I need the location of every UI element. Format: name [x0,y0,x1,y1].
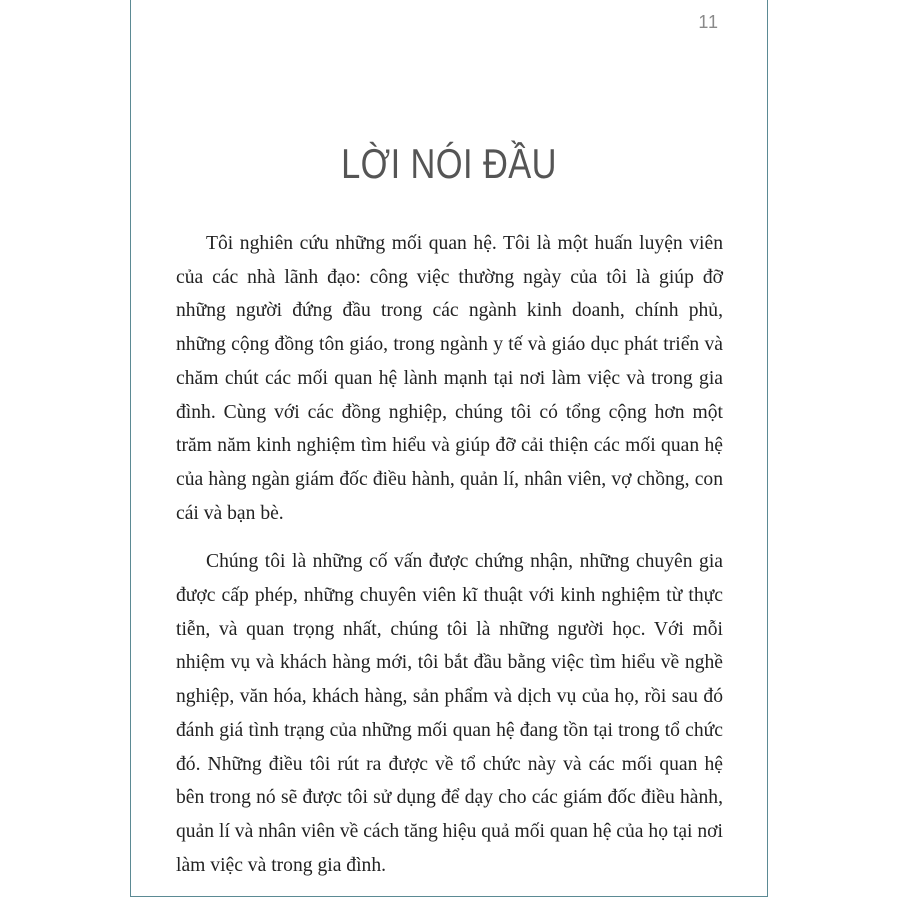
paragraph-1: Tôi nghiên cứu những mối quan hệ. Tôi là một huấn luyện viên của các nhà lãnh đạo: công việc thường ngày của tôi là giúp đỡ những người đứng đầu trong các ngành kinh doanh, chính phủ, những cộng đồng tôn giáo, trong ngành y tế và giáo dục phát triển và chăm chút các mối quan hệ lành mạnh tại nơi làm việc và trong gia đình. Cùng với các đồng nghiệp, chúng tôi có tổng cộng hơn một trăm năm kinh nghiệm tìm hiểu và giúp đỡ cải thiện các mối quan hệ của hàng ngàn giám đốc điều hành, quản lí, nhân viên, vợ chồng, con cái và bạn bè. [176,233,723,524]
paragraph-2: Chúng tôi là những cố vấn được chứng nhận, những chuyên gia được cấp phép, những chuyên viên kĩ thuật với kinh nghiệm từ thực tiễn, và quan trọng nhất, chúng tôi là những người học. Với mỗi nhiệm vụ và khách hàng mới, tôi bắt đầu bằng việc tìm hiểu về nghề nghiệp, văn hóa, khách hàng, sản phẩm và dịch vụ của họ, rồi sau đó đánh giá tình trạng của những mối quan hệ đang tồn tại trong tổ chức đó. Những điều tôi rút ra được về tổ chức này và các mối quan hệ bên trong nó sẽ được tôi sử dụng để dạy cho các giám đốc điều hành, quản lí và nhân viên về cách tăng hiệu quả mối quan hệ của họ tại nơi làm việc và trong gia đình. [176,551,723,876]
book-page [130,0,768,897]
page-number: 11 [698,12,719,32]
chapter-title: LỜI NÓI ĐẦU [341,140,557,187]
body-text [176,227,723,882]
